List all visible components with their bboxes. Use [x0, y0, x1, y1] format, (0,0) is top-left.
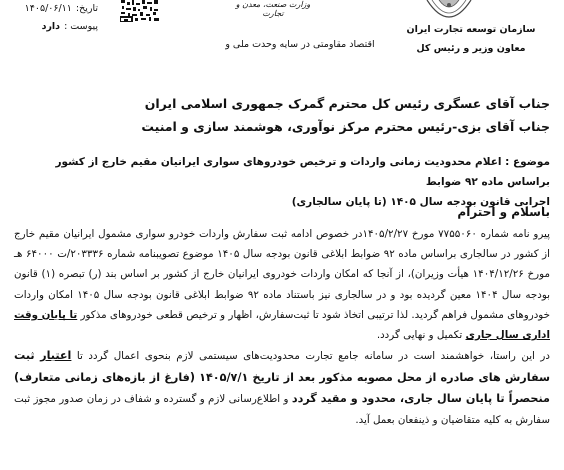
subject-line-1: موضوع : اعلام محدودیت زمانی واردات و ترخیص خودروهای سواری ایرانیان مقیم خارج از کشور براساس ماده ۹۲ ضوابط	[55, 156, 550, 188]
date-value: ۱۴۰۵/۰۶/۱۱	[24, 3, 72, 14]
paragraph-2-bold: ثبت سفارش های صادره از محل مصوبه مذکور بعد از تاریخ ۱۴۰۵/۷/۱ (فارغ از بازه‌های زمانی متعارف)	[14, 349, 551, 384]
date-row	[6, 0, 98, 18]
qr-code	[120, 0, 160, 22]
letter-meta	[6, 0, 98, 36]
addressee-1: جناب آقای عسگری رئیس کل محترم گمرک جمهوری اسلامی ایران	[144, 96, 550, 111]
org-name: سازمان توسعه تجارت ایران	[406, 24, 536, 35]
paragraph-2-emphasis-2: منحصراً تا پایان سال جاری، محدود و مقید گردد	[291, 392, 550, 406]
paragraph-1-text: پیرو نامه شماره ۷۷۵۵۰۶۰ مورخ ۱۴۰۵/۲/۲۷در خصوص ادامه ثبت سفارش واردات خودرو سواری مشمول ایرانیان مقیم خارج از کشور در سالجاری براساس ماده ۹۲ ضوابط ابلاغی قانون بودجه سال ۱۴۰۵ موضوع تصویبنامه شماره ۲۰۳۳۳۶/ت ۶۴۰۰۰ هـ مورخ ۱۴۰۴/۱۲/۲۶ هیأت وزیران)، از آنجا که امکان واردات خودروی ایرانیان خارج از کشور بر اساس بند (ر) تبصره (۱) قانون بودجه سال ۱۴۰۴ معین گردیده بود و در سالجاری نیز باستناد ماده ۹۲ ضوابط ابلاغی قانون بودجه سال ۱۴۰۵ امکان واردات خودروهای مشمول فراهم گردید. لذا ترتیبی اتخاذ شود تا ثبت‌سفارش، اظهار و ترخیص قطعی خودروهای مذکور	[14, 228, 551, 321]
addressee-2: جناب آقای بزی-رئیس محترم مرکز نوآوری، هوشمند سازی و امنیت	[141, 119, 550, 134]
attachment-value: دارد	[41, 21, 61, 32]
body-paragraph-1	[14, 224, 550, 345]
body-paragraph-2	[14, 345, 550, 430]
attachment-label: پیوست :	[64, 21, 98, 32]
subject-line-2: اجرایی قانون بودجه سال ۱۴۰۵ (تا پایان سالجاری)	[291, 196, 550, 208]
attachment-row	[6, 18, 98, 36]
paragraph-2-intro: در این راستا، خواهشمند است در سامانه جامع تجارت محدودیت‌های سیستمی لازم بنحوی اعمال گردد تا	[76, 350, 550, 363]
org-position: معاون وزیر و رئیس کل	[416, 43, 526, 54]
paragraph-1-emphasis: تا پایان وقت اداری سال جاری	[14, 308, 550, 342]
date-label: تاریخ:	[75, 3, 98, 14]
paragraph-1-tail: تکمیل و نهایی گردد.	[376, 329, 463, 342]
greeting: باسلام و احترام	[457, 205, 550, 219]
letter-body	[14, 224, 550, 430]
ministry-logo-text: وزارت صنعت، معدن و تجارت	[235, 0, 311, 18]
organization-title	[396, 20, 546, 58]
motto: اقتصاد مقاومتی در سایه وحدت ملی و	[225, 39, 375, 50]
paragraph-2-emphasis-1: اعتبار	[40, 349, 72, 363]
paragraph-2-tail: و اطلاع‌رسانی لازم و گسترده و شفاف در زمان صدور مجوز ثبت سفارش به کلیه متقاضیان و ذینفعان بعمل آید.	[14, 393, 550, 426]
addressees	[20, 92, 550, 138]
